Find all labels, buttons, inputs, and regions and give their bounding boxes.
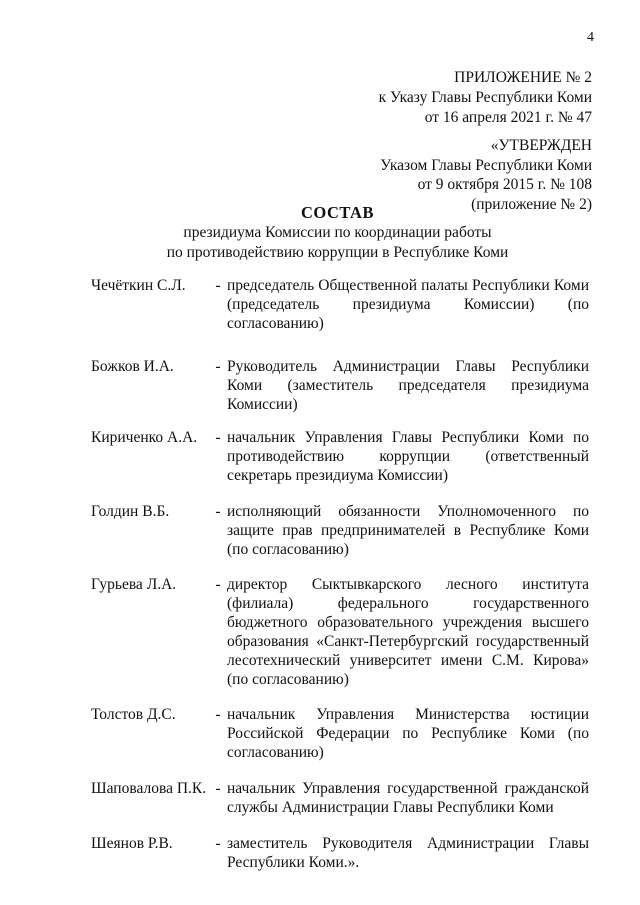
member-row: [91, 357, 589, 414]
member-dash: -: [215, 706, 221, 723]
member-row: [91, 575, 589, 689]
approval-appendix-note: (приложение № 2): [471, 195, 592, 213]
member-name: Гурьева Л.А.: [91, 576, 177, 593]
appendix-reference: к Указу Главы Республики Коми: [378, 89, 592, 106]
member-name: Чечёткин С.Л.: [91, 277, 186, 294]
member-dash: -: [215, 503, 221, 520]
document-title: СОСТАВ: [301, 203, 374, 222]
member-dash: -: [215, 576, 221, 593]
member-dash: -: [215, 835, 221, 852]
member-name: Толстов Д.С.: [91, 706, 176, 723]
member-role: директор Сыктывкарского лесного института (филиала) федерального государственного бюджетного образовательного учреждения высшего образования «Санкт-Петербургский государственный лесотехнический университет имени С.М. Кирова» (по согласованию): [227, 576, 589, 688]
member-dash: -: [215, 277, 221, 294]
member-row: [91, 705, 589, 762]
member-name: Шеянов Р.В.: [91, 835, 173, 852]
member-role: исполняющий обязанности Уполномоченного по защите прав предпринимателей в Республике Коми (по согласованию): [227, 503, 589, 558]
member-name: Голдин В.Б.: [91, 503, 170, 520]
member-row: [91, 428, 589, 485]
member-name: Божков И.А.: [91, 358, 174, 375]
appendix-title: ПРИЛОЖЕНИЕ № 2: [454, 69, 592, 86]
appendix-header: [379, 68, 592, 128]
member-role: заместитель Руководителя Администрации Главы Республики Коми.».: [227, 835, 589, 871]
approval-reference: Указом Главы Республики Коми: [380, 156, 592, 174]
member-role: начальник Управления Министерства юстиции Российской Федерации по Республике Коми (по согласованию): [227, 706, 589, 761]
member-role: начальник Управления Главы Республики Коми по противодействию коррупции (ответственный секретарь президиума Комиссии): [227, 429, 589, 484]
document-subtitle-line-1: президиума Комиссии по координации работы: [183, 224, 492, 241]
member-row: [91, 276, 589, 333]
member-dash: -: [215, 429, 221, 446]
member-role: начальник Управления государственной гражданской службы Администрации Главы Республики Коми: [227, 780, 589, 816]
member-row: [91, 502, 589, 559]
member-row: [91, 779, 589, 817]
approval-date: от 9 октября 2015 г. № 108: [417, 176, 592, 193]
member-name: Шаповалова П.К.: [91, 780, 207, 797]
member-name: Кириченко А.А.: [91, 429, 198, 446]
members-list: [91, 276, 589, 872]
page-number: 4: [587, 30, 594, 45]
member-dash: -: [215, 780, 221, 797]
member-row: [91, 834, 589, 872]
member-role: Руководитель Администрации Главы Республики Коми (заместитель председателя президиума Комиссии): [227, 358, 589, 413]
appendix-date: от 16 апреля 2021 г. № 47: [424, 109, 592, 126]
approval-title: «УТВЕРЖДЕН: [490, 137, 592, 154]
member-dash: -: [215, 358, 221, 375]
document-subtitle-line-2: по противодействию коррупции в Республике Коми: [166, 243, 509, 261]
document-heading: [95, 203, 580, 262]
member-role: председатель Общественной палаты Республики Коми (председатель президиума Комиссии) (по согласованию): [227, 277, 589, 332]
